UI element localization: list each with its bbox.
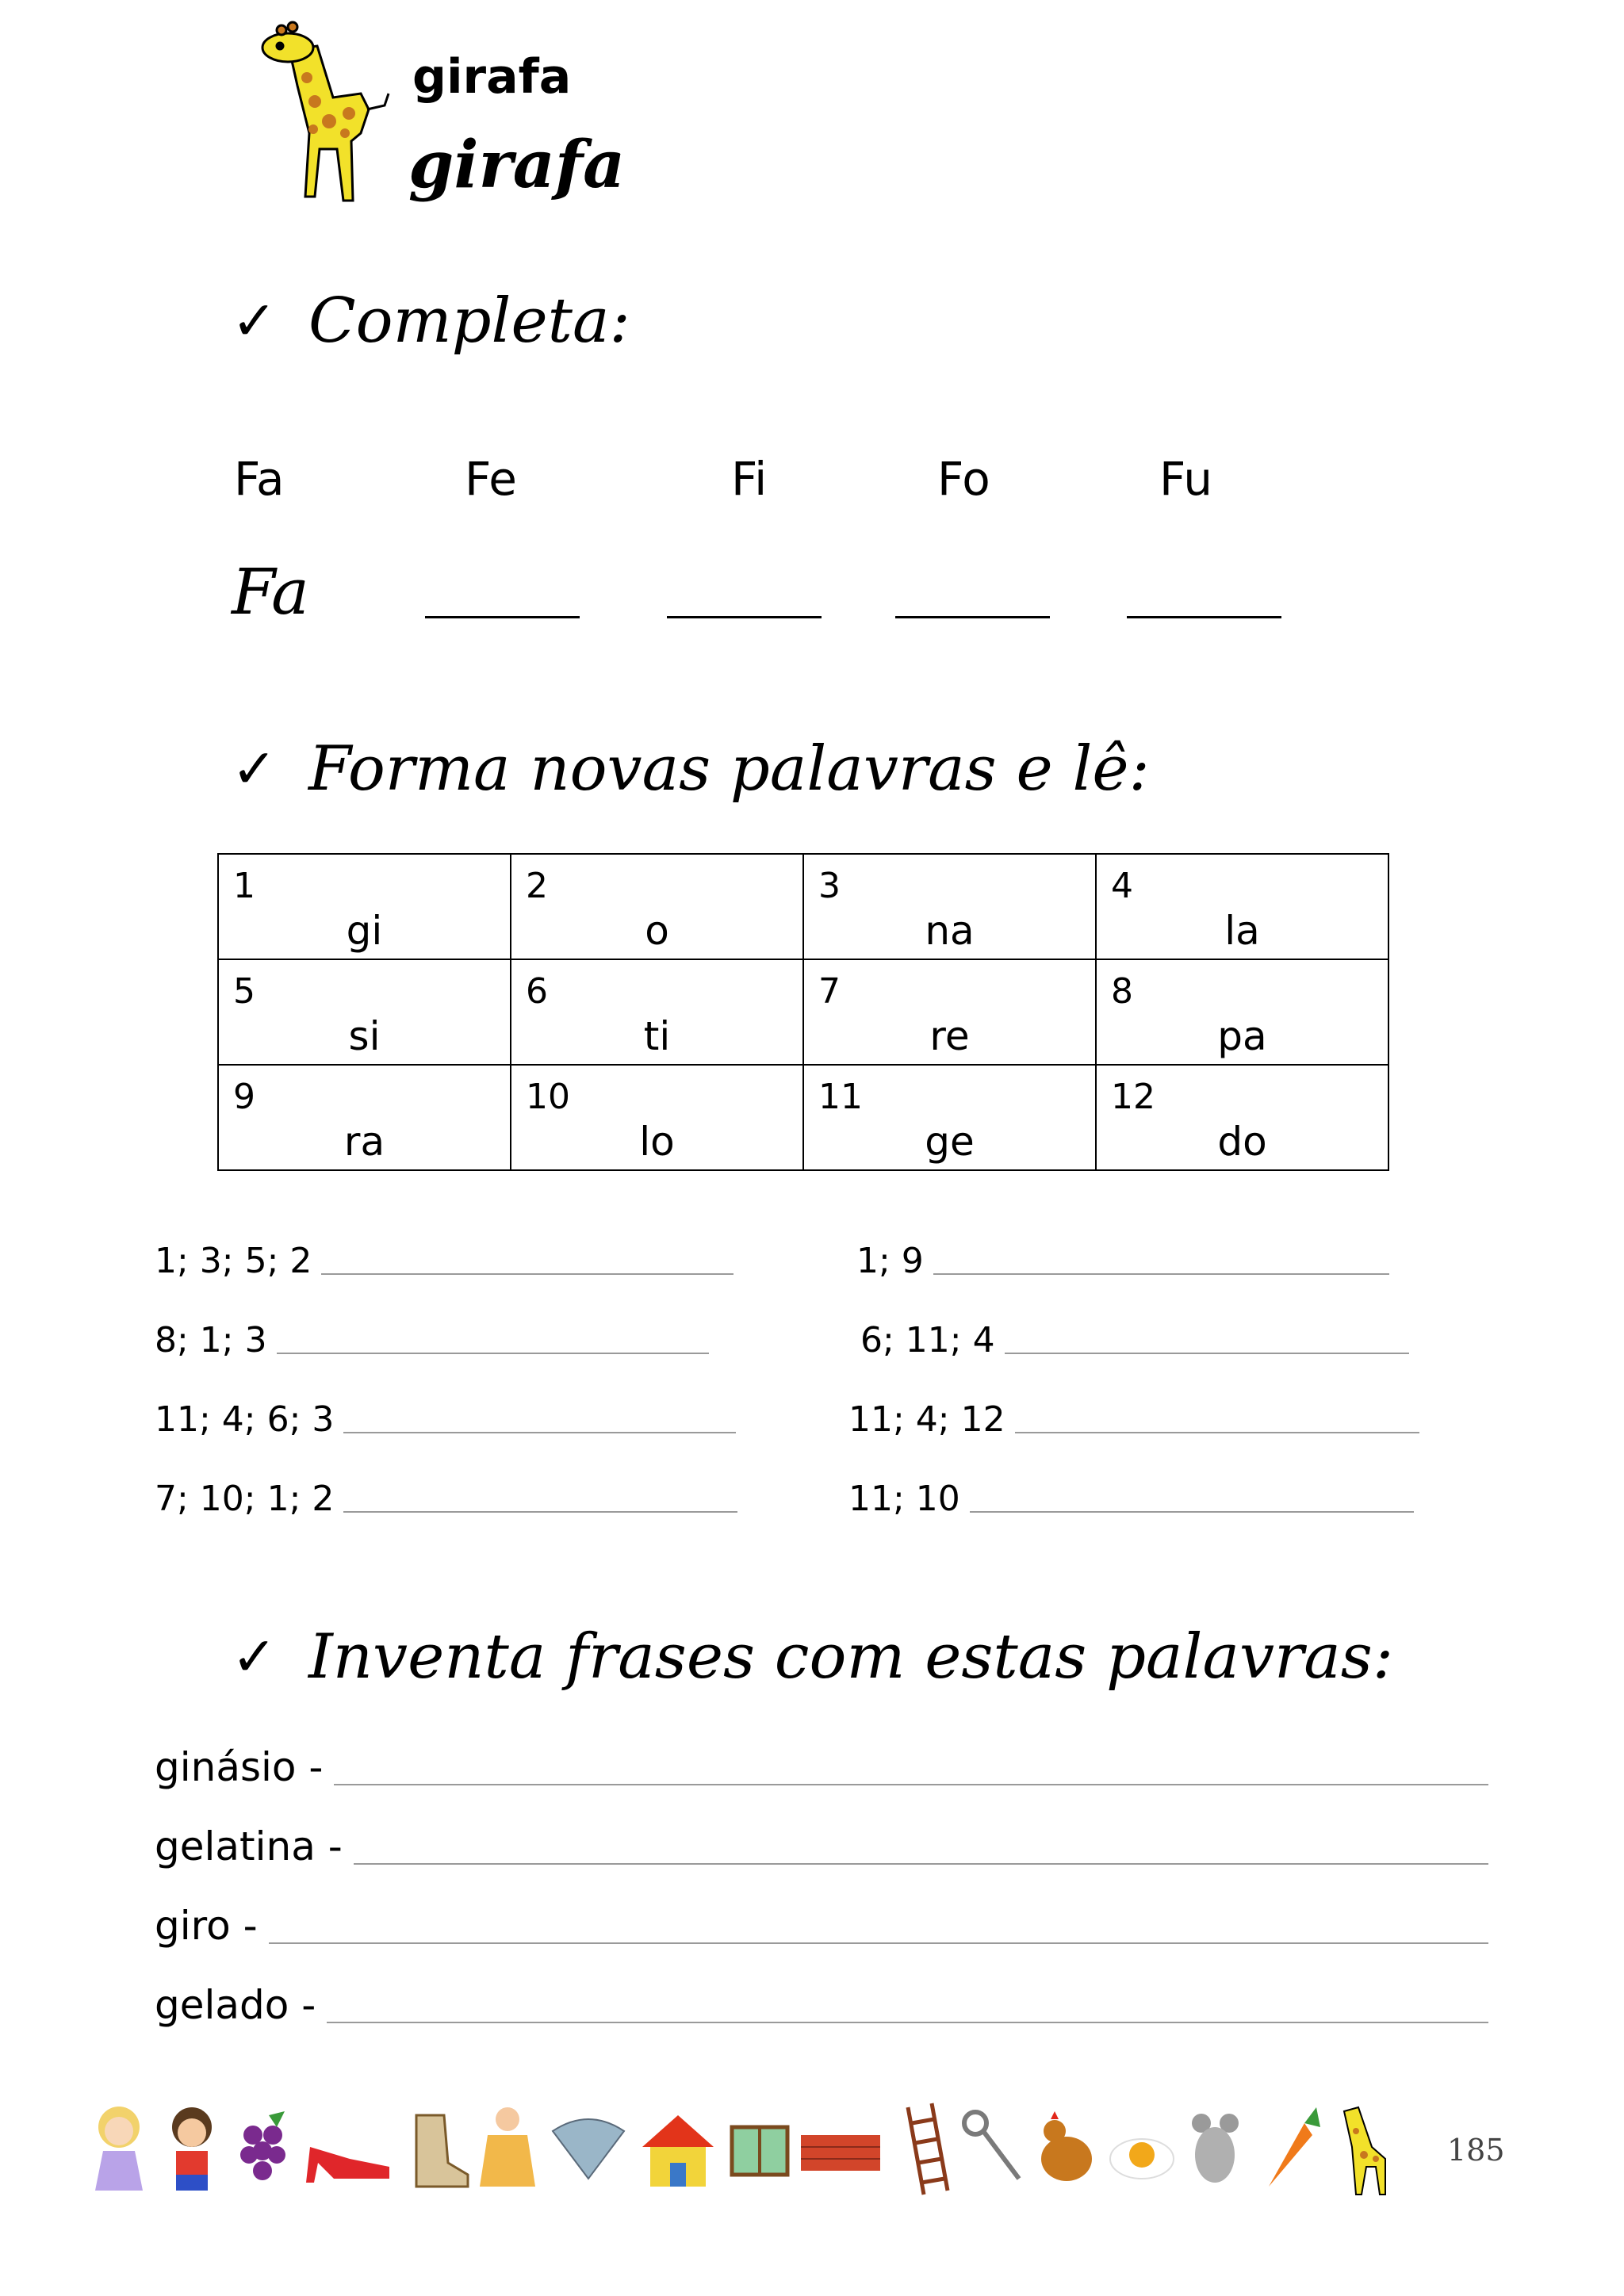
section-inventa-header xyxy=(232,1621,1393,1693)
sentence-word: gelado - xyxy=(155,1982,316,2028)
checkmark-icon: ✓ xyxy=(232,1625,277,1689)
cursive-syllable: Fa xyxy=(232,555,309,629)
cell-syllable: lo xyxy=(639,1119,675,1165)
table-cell xyxy=(803,854,1096,959)
section-forma-header xyxy=(232,733,1150,805)
sentence-row xyxy=(155,1903,1488,1949)
combo-label: 8; 1; 3 xyxy=(155,1320,267,1360)
cell-syllable: do xyxy=(1217,1119,1267,1165)
combo-row xyxy=(856,1241,1389,1281)
sentence-word: giro - xyxy=(155,1903,258,1949)
footer-icon-strip xyxy=(83,2099,1431,2218)
giraffe-icon xyxy=(258,14,393,216)
answer-line[interactable] xyxy=(933,1273,1389,1275)
table-cell xyxy=(803,1065,1096,1170)
sentence-row xyxy=(155,1823,1488,1869)
table-cell xyxy=(1096,959,1388,1065)
cell-syllable: pa xyxy=(1217,1013,1267,1059)
table-cell xyxy=(218,1065,511,1170)
cell-number: 5 xyxy=(233,971,255,1012)
sentence-row xyxy=(155,1744,1488,1790)
cell-number: 8 xyxy=(1111,971,1133,1012)
combo-label: 11; 4; 12 xyxy=(848,1399,1005,1440)
cell-number: 4 xyxy=(1111,866,1133,906)
syllable: Fi xyxy=(731,452,768,506)
cell-number: 1 xyxy=(233,866,255,906)
answer-line[interactable] xyxy=(321,1273,733,1275)
combo-label: 11; 4; 6; 3 xyxy=(155,1399,335,1440)
page-number: 185 xyxy=(1447,2133,1505,2168)
carrot-icon xyxy=(1253,2099,1324,2202)
answer-line[interactable] xyxy=(354,1863,1488,1865)
section-title: Forma novas palavras e lê: xyxy=(308,733,1150,805)
combo-row xyxy=(155,1241,733,1281)
cell-syllable: gi xyxy=(346,908,383,954)
boot-icon xyxy=(400,2099,472,2202)
house-icon xyxy=(634,2099,722,2202)
blank-line xyxy=(895,616,1050,618)
grapes-icon xyxy=(229,2099,301,2202)
cell-number: 12 xyxy=(1111,1077,1155,1117)
combo-label: 1; 9 xyxy=(856,1241,924,1281)
syllable: Fa xyxy=(234,452,285,506)
section-completa-header xyxy=(232,285,630,357)
table-cell xyxy=(218,959,511,1065)
cell-syllable: re xyxy=(929,1013,970,1059)
answer-line[interactable] xyxy=(343,1432,736,1433)
section-title: Inventa frases com estas palavras: xyxy=(308,1621,1394,1693)
cell-number: 3 xyxy=(818,866,841,906)
answer-line[interactable] xyxy=(327,2022,1488,2023)
cell-number: 9 xyxy=(233,1077,255,1117)
roof-icon xyxy=(797,2099,884,2202)
giraffe-icon xyxy=(1328,2099,1400,2202)
answer-line[interactable] xyxy=(277,1353,709,1354)
sentence-word: ginásio - xyxy=(155,1744,324,1790)
cell-syllable: o xyxy=(645,908,669,954)
checkmark-icon: ✓ xyxy=(232,737,277,801)
ladder-icon xyxy=(888,2099,959,2202)
syllable: Fu xyxy=(1159,452,1212,506)
table-cell xyxy=(1096,854,1388,959)
table-row xyxy=(218,1065,1388,1170)
window-icon xyxy=(724,2099,795,2202)
key-icon xyxy=(956,2099,1027,2202)
combo-label: 11; 10 xyxy=(848,1479,960,1519)
answer-line[interactable] xyxy=(970,1511,1414,1513)
title-print: girafa xyxy=(412,49,572,105)
cell-number: 2 xyxy=(526,866,548,906)
checkmark-icon: ✓ xyxy=(232,289,277,353)
children-icon xyxy=(472,2099,543,2202)
cell-number: 10 xyxy=(526,1077,570,1117)
answer-line[interactable] xyxy=(269,1942,1488,1944)
table-cell xyxy=(511,854,803,959)
table-cell xyxy=(803,959,1096,1065)
cell-number: 7 xyxy=(818,971,841,1012)
cell-syllable: ge xyxy=(925,1119,975,1165)
syllable: Fo xyxy=(937,452,990,506)
table-cell xyxy=(511,1065,803,1170)
combo-row xyxy=(155,1399,736,1440)
sentence-row xyxy=(155,1982,1488,2028)
cell-syllable: na xyxy=(925,908,975,954)
hen-icon xyxy=(1031,2099,1102,2202)
girl-icon xyxy=(83,2099,155,2202)
syllable: Fe xyxy=(465,452,517,506)
fan-icon xyxy=(545,2099,632,2202)
section-title: Completa: xyxy=(308,285,630,357)
table-cell xyxy=(511,959,803,1065)
cell-number: 11 xyxy=(818,1077,863,1117)
blank-line xyxy=(425,616,580,618)
cell-syllable: ra xyxy=(343,1119,385,1165)
combo-label: 1; 3; 5; 2 xyxy=(155,1241,312,1281)
cell-number: 6 xyxy=(526,971,548,1012)
sentence-word: gelatina - xyxy=(155,1823,343,1869)
giraffe-logo xyxy=(258,14,393,216)
cell-syllable: la xyxy=(1224,908,1260,954)
syllable-table xyxy=(217,853,1389,1171)
answer-line[interactable] xyxy=(334,1784,1488,1785)
combo-row xyxy=(848,1479,1414,1519)
table-cell xyxy=(1096,1065,1388,1170)
table-row xyxy=(218,959,1388,1065)
shoe-icon xyxy=(302,2099,397,2202)
cell-syllable: si xyxy=(348,1013,381,1059)
cell-syllable: ti xyxy=(643,1013,671,1059)
combo-row xyxy=(848,1399,1419,1440)
combo-label: 6; 11; 4 xyxy=(860,1320,995,1360)
combo-row xyxy=(155,1320,709,1360)
mouse-icon xyxy=(1182,2099,1253,2202)
combo-row xyxy=(155,1479,737,1519)
egg-icon xyxy=(1106,2099,1178,2202)
blank-line xyxy=(1127,616,1281,618)
table-cell xyxy=(218,854,511,959)
table-row xyxy=(218,854,1388,959)
boy-icon xyxy=(156,2099,228,2202)
combo-row xyxy=(860,1320,1409,1360)
answer-line[interactable] xyxy=(1015,1432,1419,1433)
blank-line xyxy=(667,616,822,618)
title-cursive: girafa xyxy=(408,127,626,203)
answer-line[interactable] xyxy=(1005,1353,1409,1354)
answer-line[interactable] xyxy=(343,1511,737,1513)
combo-label: 7; 10; 1; 2 xyxy=(155,1479,335,1519)
